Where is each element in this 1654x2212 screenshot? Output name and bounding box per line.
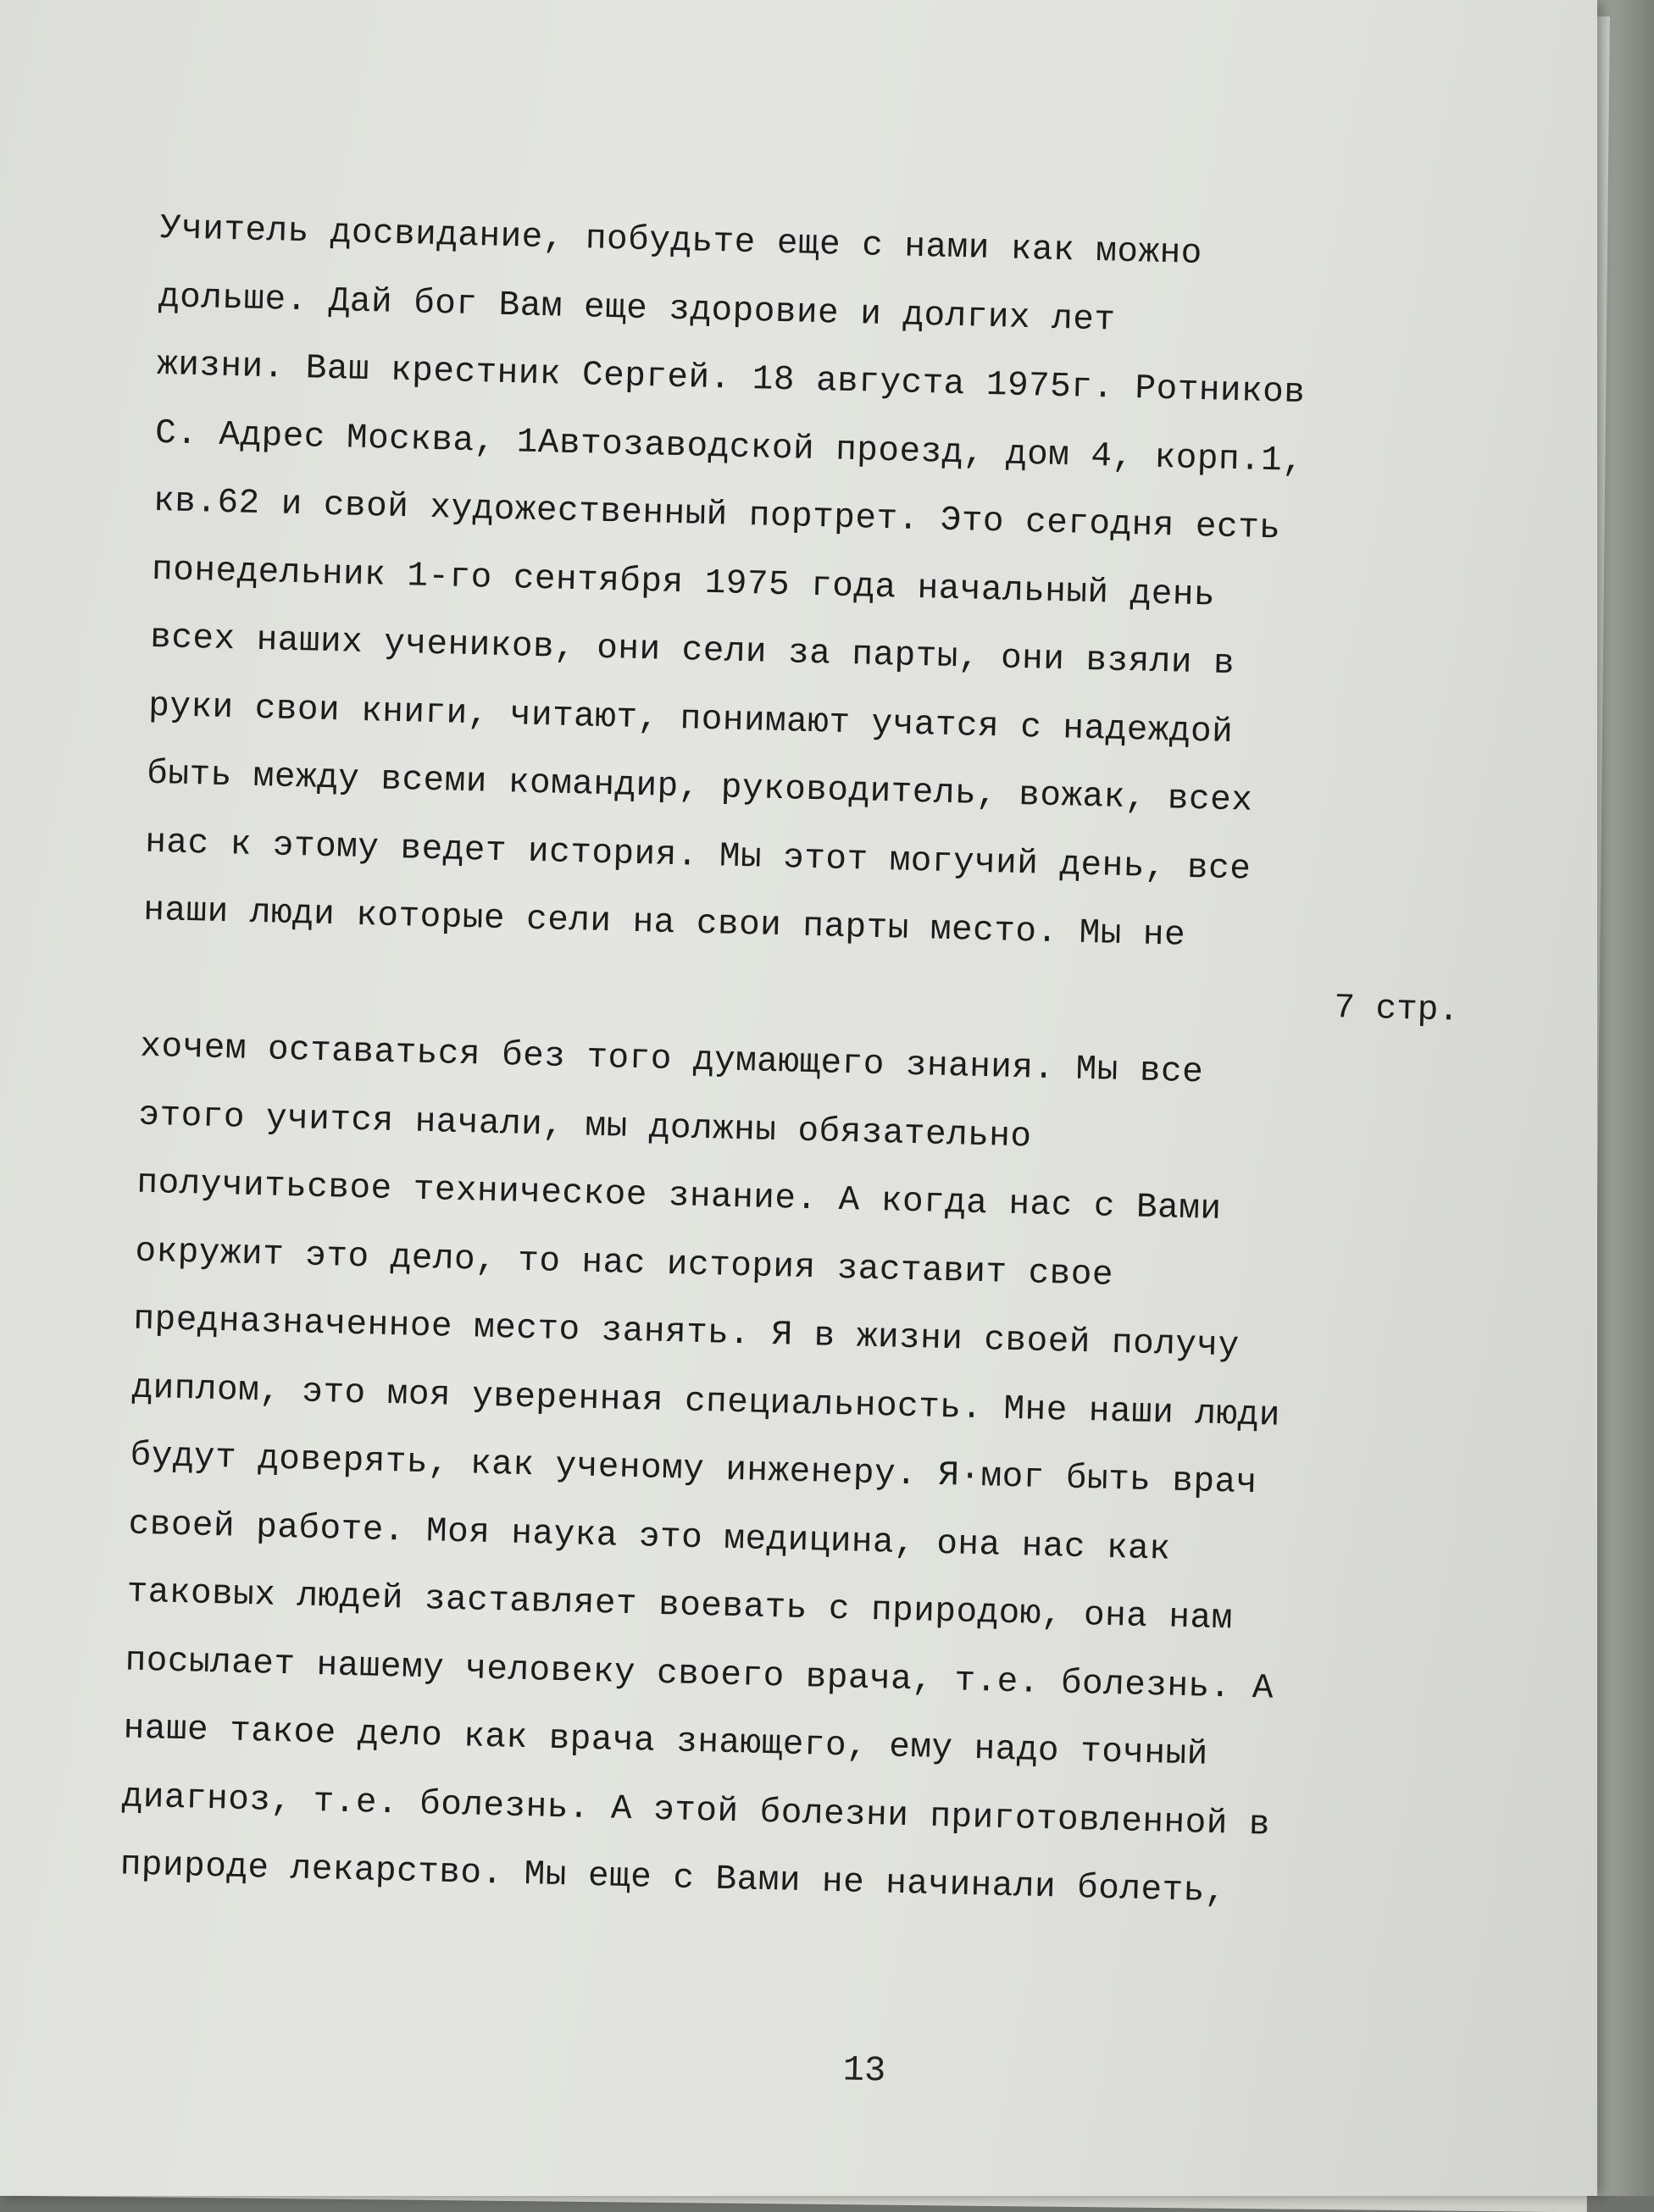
text-line: таковых людей заставляет воевать с природою, она нам <box>126 1572 1234 1639</box>
text-line: окружит это дело, то нас история заставит свое <box>134 1232 1114 1295</box>
text-line: наши люди которые сели на свои парты место. Мы не <box>142 890 1186 956</box>
body-text <box>119 195 1517 1932</box>
text-line: диплом, это моя уверенная специальность. Мне наши люди <box>131 1368 1281 1436</box>
text-line: наше такое дело как врача знающего, ему надо точный <box>123 1709 1209 1775</box>
page-number: 13 <box>842 2049 886 2092</box>
text-line: этого учится начали, мы должны обязательно <box>137 1095 1033 1156</box>
text-line: посылает нашему человеку своего врача, т.е. болезнь. А <box>125 1640 1274 1709</box>
text-line: природе лекарство. Мы еще с Вами не начинали болеть, <box>119 1845 1227 1912</box>
text-line: жизни. Ваш крестник Сергей. 18 августа 1975г. Ротников <box>156 345 1306 413</box>
text-line: С. Адрес Москва, 1Автозаводской проезд, дом 4, корп.1, <box>154 413 1304 481</box>
text-line: будут доверять, как ученому инженеру. Я·мог быть врач <box>130 1436 1258 1504</box>
page-marker: 7 стр. <box>1333 988 1460 1031</box>
text-line: дольше. Дай бог Вам еще здоровие и долгих лет <box>158 277 1116 341</box>
text-line: понедельник 1-го сентября 1975 года начальный день <box>151 550 1216 616</box>
text-line: Учитель досвидание, побудьте еще с нами как можно <box>159 208 1203 274</box>
text-line: руки свои книги, читают, понимают учатся с надеждой <box>147 686 1234 752</box>
text-line: диагноз, т.е. болезнь. А этой болезни приготовленной в <box>121 1777 1271 1845</box>
text-line: хочем оставаться без того думающего знания. Мы все <box>139 1027 1204 1093</box>
text-line: получитьсвое техническое знание. А когда нас с Вами <box>136 1163 1222 1229</box>
text-line: своей работе. Моя наука это медицина, она нас как <box>128 1505 1171 1570</box>
text-line: кв.62 и свой художественный портрет. Это сегодня есть <box>153 481 1281 549</box>
text-line: всех наших учеников, они сели за парты, они взяли в <box>149 618 1235 685</box>
text-line: быть между всеми командир, руководитель, вожак, всех <box>146 754 1253 821</box>
text-line: предназначенное место занять. Я в жизни своей получу <box>132 1300 1240 1367</box>
text-line: нас к этому ведет история. Мы этот могучий день, все <box>144 823 1252 890</box>
